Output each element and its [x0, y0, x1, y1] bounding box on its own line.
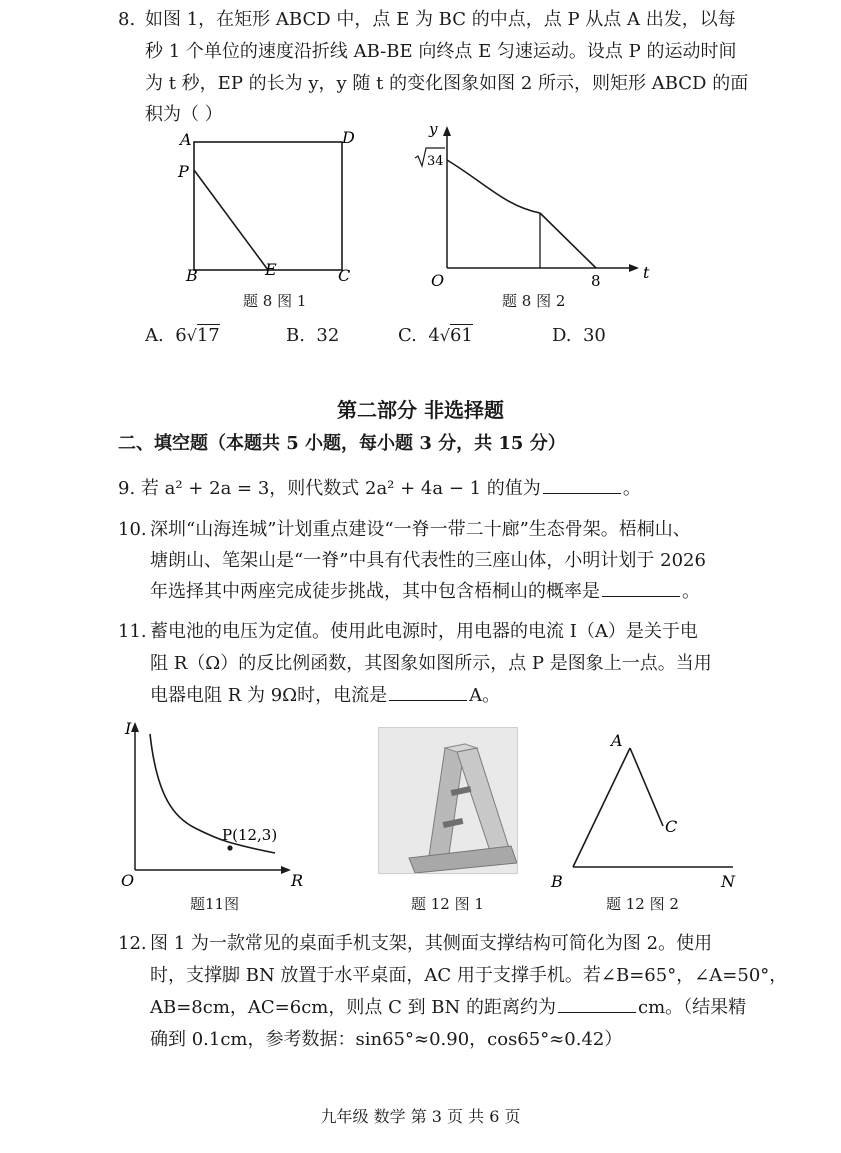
label-eight: 8 — [591, 272, 601, 290]
q12-number: 12. — [118, 933, 147, 954]
q10-answer-blank[interactable] — [602, 578, 680, 597]
q11-text-line3-wrap — [150, 682, 500, 710]
label-t: t — [643, 263, 650, 282]
label-y: y — [429, 120, 438, 138]
q9-number: 9. — [118, 478, 136, 499]
q10-text-end: 。 — [682, 581, 700, 602]
label-origin: O — [431, 271, 445, 290]
point-p — [227, 845, 232, 850]
option-d-label: D. — [552, 325, 572, 346]
q11-figure-graph — [115, 718, 315, 890]
q11-text-line1: 蓄电池的电压为定值。使用此电源时，用电器的电流 I（A）是关于电 — [150, 621, 698, 642]
x-axis-arrow — [629, 264, 639, 272]
q10-text-line3: 年选择其中两座完成徒步挑战，其中包含梧桐山的概率是 — [150, 581, 600, 602]
label-a: A — [180, 130, 192, 149]
q10-number: 10. — [118, 519, 147, 540]
option-a-radicand: 17 — [196, 325, 220, 346]
q8-option-c: C. 4√61 — [398, 325, 473, 346]
r-axis-arrow — [281, 866, 291, 874]
q12-figure2-caption: 题 12 图 2 — [606, 895, 679, 913]
label-b: B — [551, 872, 563, 891]
q12-text-line2: 时，支撑脚 BN 放置于水平桌面，AC 用于支撑手机。若∠B=65°，∠A=50°， — [150, 965, 788, 986]
q12-figure2-diagram — [545, 722, 750, 894]
q11-answer-blank[interactable] — [389, 682, 467, 701]
q8-option-d — [552, 322, 606, 350]
q10-text-line1: 深圳“山海连城”计划重点建设“一脊一带二十廊”生态骨架。梧桐山、 — [150, 519, 691, 540]
option-c-coef: 4 — [428, 325, 440, 346]
label-point-p: P(12,3) — [222, 826, 278, 844]
q8-figure1-caption: 题 8 图 1 — [243, 292, 307, 310]
label-c: C — [665, 817, 678, 836]
option-c-radicand: 61 — [449, 325, 473, 346]
q11-figure-caption: 题11图 — [190, 895, 240, 913]
q8-text-line1: 如图 1，在矩形 ABCD 中，点 E 为 BC 的中点，点 P 从点 A 出发，以每 — [145, 9, 736, 30]
q12-figure1-caption: 题 12 图 1 — [411, 895, 484, 913]
label-i: I — [125, 719, 132, 738]
label-n: N — [721, 872, 735, 891]
q12-text-line3-wrap — [150, 994, 746, 1022]
q9-text: 若 a² + 2a = 3，则代数式 2a² + 4a − 1 的值为 — [140, 478, 541, 499]
q9-question — [118, 475, 641, 503]
label-e: E — [265, 260, 277, 279]
q12-text-line1: 图 1 为一款常见的桌面手机支架，其侧面支撑结构可简化为图 2。使用 — [150, 933, 713, 954]
option-c-label: C. — [398, 325, 417, 346]
y-axis-arrow — [443, 126, 451, 136]
q8-figure2-graph — [405, 118, 660, 293]
segment-pe — [194, 170, 268, 270]
label-r: R — [291, 871, 304, 890]
option-b-value: 32 — [316, 325, 340, 346]
option-a-coef: 6 — [175, 325, 187, 346]
segment-ac — [630, 748, 663, 826]
q11-text-line3: 电器电阻 R 为 9Ω时，电流是 — [150, 685, 388, 706]
q8-option-b — [286, 322, 339, 350]
section2-header: 二、填空题（本题共 5 小题，每小题 3 分，共 15 分） — [118, 433, 566, 454]
option-d-value: 30 — [582, 325, 606, 346]
label-d: D — [342, 128, 355, 147]
q8-number: 8. — [118, 9, 136, 30]
q12-answer-blank[interactable] — [558, 994, 636, 1013]
q8-figure2-caption: 题 8 图 2 — [502, 292, 566, 310]
q10-text-line2: 塘朗山、笔架山是“一脊”中具有代表性的三座山体，小明计划于 2026 — [150, 550, 706, 571]
label-b: B — [186, 266, 198, 285]
q8-text-line4: 积为（ ） — [145, 104, 223, 125]
q12-text-line4: 确到 0.1cm，参考数据：sin65°≈0.90，cos65°≈0.42） — [150, 1029, 623, 1050]
line-segment — [540, 213, 596, 268]
q10-text-line3-wrap — [150, 578, 700, 606]
phone-stand-illustration — [379, 728, 517, 873]
q11-text-line2: 阻 R（Ω）的反比例函数，其图象如图所示，点 P 是图象上一点。当用 — [150, 653, 712, 674]
q8-text-line2: 秒 1 个单位的速度沿折线 AB-BE 向终点 E 匀速运动。设点 P 的运动时间 — [145, 41, 737, 62]
q11-text-end: A。 — [469, 685, 501, 706]
option-b-label: B. — [286, 325, 305, 346]
q9-answer-blank[interactable] — [543, 475, 621, 494]
curve-segment — [447, 160, 540, 213]
label-c: C — [338, 266, 351, 285]
segment-ab — [573, 748, 630, 867]
page-footer: 九年级 数学 第 3 页 共 6 页 — [320, 1107, 521, 1126]
label-p: P — [178, 162, 189, 181]
i-axis-arrow — [131, 722, 139, 732]
label-origin: O — [121, 871, 135, 890]
q8-option-a: A. 6√17 — [145, 325, 220, 346]
q11-number: 11. — [118, 621, 147, 642]
option-a-label: A. — [145, 325, 164, 346]
q12-text-line3: AB=8cm，AC=6cm，则点 C 到 BN 的距离约为 — [150, 997, 557, 1018]
label-a: A — [611, 731, 623, 750]
part2-title: 第二部分 非选择题 — [337, 398, 504, 422]
label-sqrt-value: 34 — [427, 154, 444, 169]
q8-figure1-rectangle — [170, 125, 370, 290]
rectangle-abcd — [194, 142, 342, 270]
q8-text-line3: 为 t 秒，EP 的长为 y，y 随 t 的变化图象如图 2 所示，则矩形 ABCD 的面 — [145, 73, 749, 94]
q12-text-line3-end: cm。（结果精 — [638, 997, 747, 1018]
q9-text-end: 。 — [622, 478, 641, 499]
q12-figure1-photo — [378, 727, 518, 874]
